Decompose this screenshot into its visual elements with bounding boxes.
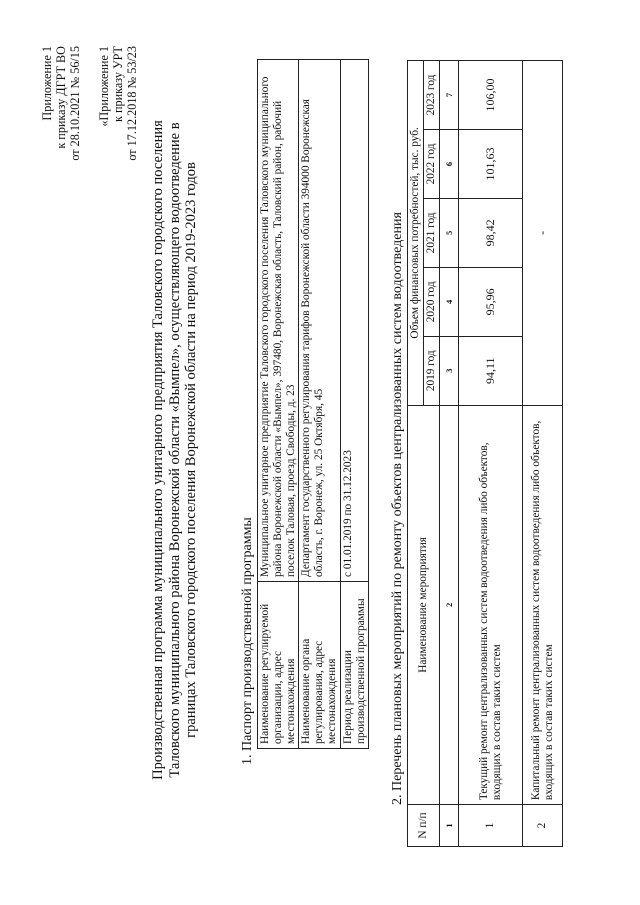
appendix-label-previous: «Приложение 1 <box>97 46 111 127</box>
document-title <box>150 100 200 800</box>
column-header-year: 2023 год <box>423 61 439 130</box>
column-number: 6 <box>439 130 459 199</box>
column-header-name: Наименование мероприятия <box>408 405 440 804</box>
passport-label: Наименование регулируемой организации, адрес местонахождения <box>258 582 299 749</box>
event-value: 106,00 <box>459 61 523 130</box>
table-row <box>459 61 523 847</box>
column-number-row <box>439 61 459 847</box>
passport-label: Период реализации производственной программы <box>340 582 369 749</box>
section-title-events: 2. Перечень плановых мероприятий по ремонту объектов централизованных систем водоотведения <box>390 212 405 805</box>
title-line: Таловского муниципального района Воронежской области «Вымпел», осуществляющего водоотведение в <box>166 122 183 778</box>
table-row <box>299 60 340 749</box>
passport-value: с 01.01.2019 по 31.12.2023 <box>340 60 369 582</box>
passport-value: Муниципальное унитарное предприятие Таловского городского поселения Таловского муниципального района Воронежской области «Вымпел», 397480, Воронежская область, Таловский район, рабочий поселок Таловая, проезд Свободы, д. 23 <box>258 60 299 582</box>
appendix-header <box>40 46 139 161</box>
event-value: 101,63 <box>459 130 523 199</box>
column-number: 1 <box>439 805 459 847</box>
row-number: 2 <box>523 805 563 847</box>
column-number: 7 <box>439 61 459 130</box>
table-row <box>340 60 369 749</box>
title-line: Производственная программа муниципального унитарного предприятия Таловского городского поселения <box>150 120 166 780</box>
section-title-passport: 1. Паспорт производственной программы <box>240 517 255 765</box>
events-table <box>407 60 563 847</box>
title-line: границах Таловского городского поселения Воронежской области на период 2019-2023 годов <box>183 162 199 738</box>
column-number: 3 <box>439 336 459 405</box>
event-value: 98,42 <box>459 198 523 267</box>
order-date: от 28.10.2021 № 56/15 <box>68 46 82 161</box>
column-header-year: 2020 год <box>423 267 439 336</box>
row-number: 1 <box>459 805 523 847</box>
event-name: Текущий ремонт централизованных систем водоотведения либо объектов, входящих в состав таких систем <box>459 405 523 804</box>
order-date-previous: от 17.12.2018 № 53/23 <box>125 46 139 161</box>
table-row <box>523 61 563 847</box>
order-reference-previous: к приказу УРТ <box>111 46 125 122</box>
column-number: 2 <box>439 405 459 804</box>
appendix-label: Приложение 1 <box>40 46 54 121</box>
column-header-year: 2022 год <box>423 130 439 199</box>
event-name: Капитальный ремонт централизованных систем водоотведения либо объектов, входящих в состав таких систем <box>523 405 563 804</box>
column-header-num: N п/п <box>408 805 440 847</box>
order-reference: к приказу ДГРТ ВО <box>54 46 68 149</box>
event-value-merged: - <box>523 61 563 406</box>
event-value: 95,96 <box>459 267 523 336</box>
event-value: 94,11 <box>459 336 523 405</box>
table-row <box>258 60 299 749</box>
table-header-row <box>408 61 424 847</box>
column-header-volume: Объем финансовых потребностей, тыс. руб. <box>408 61 424 406</box>
column-number: 5 <box>439 198 459 267</box>
column-header-year: 2021 год <box>423 198 439 267</box>
column-header-year: 2019 год <box>423 336 439 405</box>
column-number: 4 <box>439 267 459 336</box>
passport-table <box>257 59 369 749</box>
passport-value: Департамент государственного регулирования тарифов Воронежской области 394000 Воронежская область, г. Воронеж, ул. 25 Октября, 45 <box>299 60 340 582</box>
passport-label: Наименование органа регулирования, адрес местонахождения <box>299 582 340 749</box>
